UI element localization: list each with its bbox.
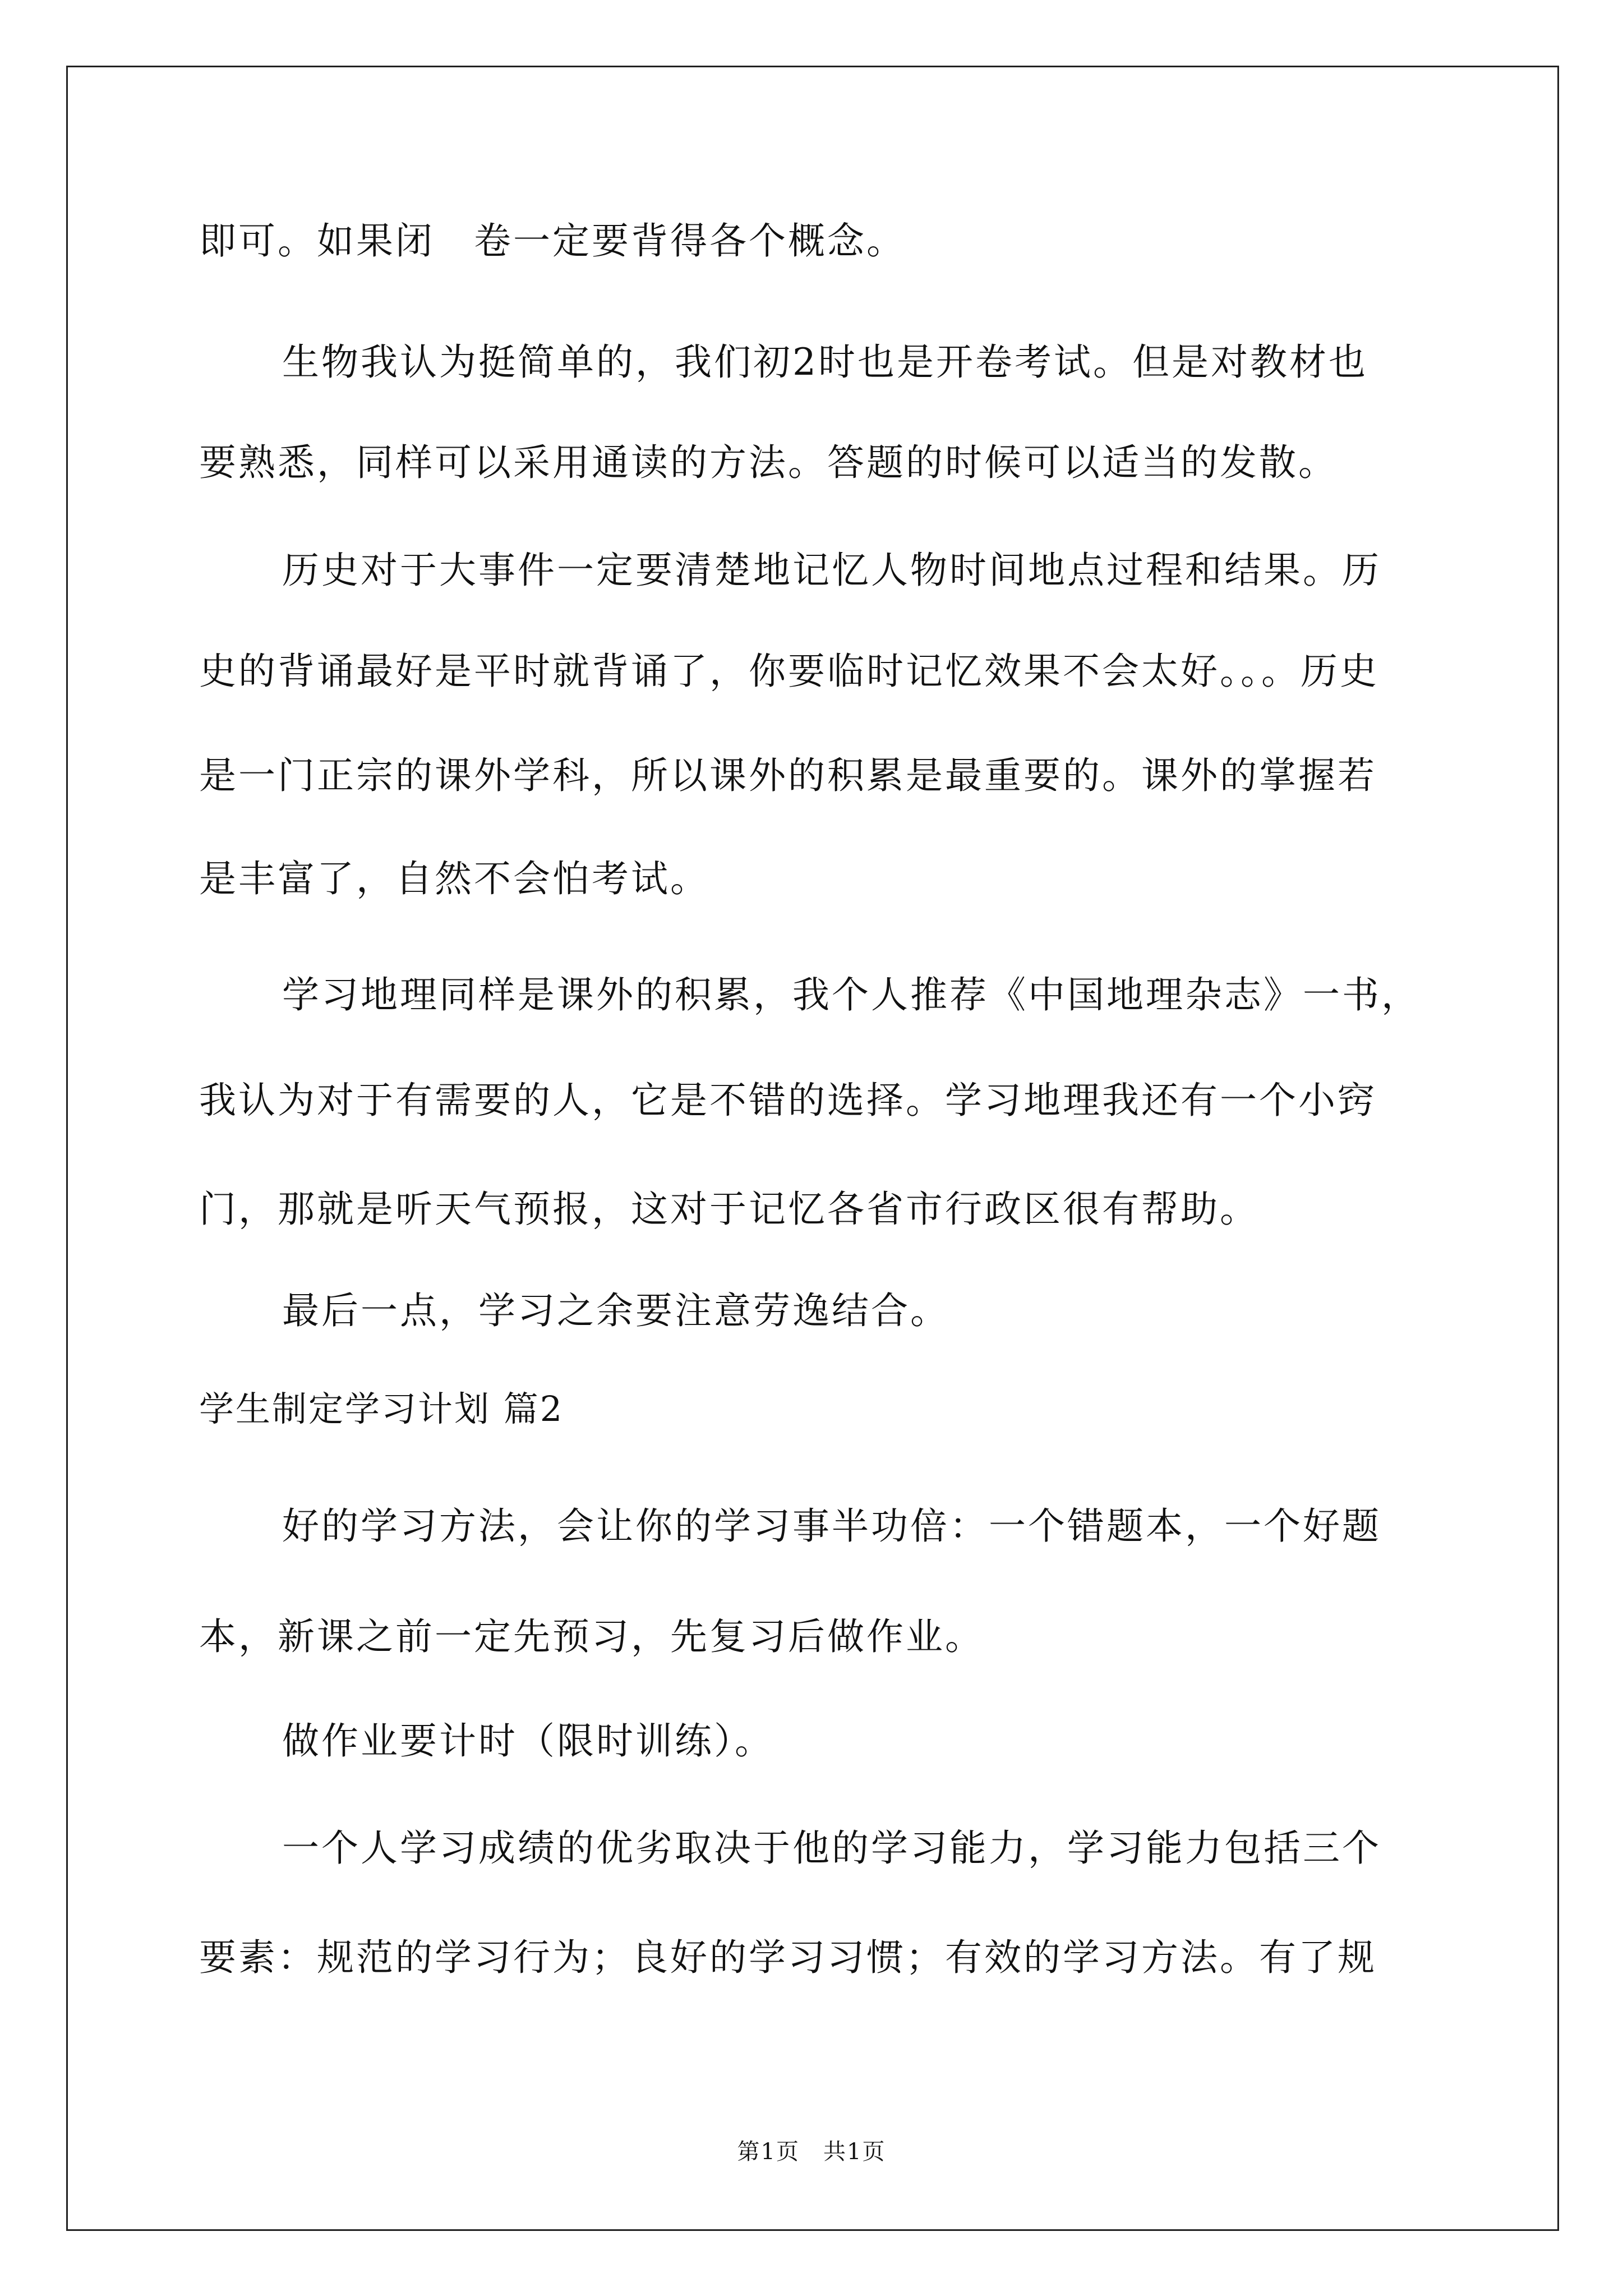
paragraph-line: 即可。如果闭 卷一定要背得各个概念。 (199, 219, 906, 263)
paragraph-line: 门，那就是听天气预报，这对于记忆各省市行政区很有帮助。 (199, 1188, 1259, 1231)
paragraph-line: 好的学习方法，会让你的学习事半功倍：一个错题本，一个好题 (282, 1504, 1381, 1548)
paragraph-line: 最后一点，学习之余要注意劳逸结合。 (282, 1289, 949, 1332)
page-border (66, 66, 1559, 2231)
paragraph-line: 史的背诵最好是平时就背诵了，你要临时记忆效果不会太好。。。历史 (199, 650, 1379, 693)
paragraph-line: 我认为对于有需要的人，它是不错的选择。学习地理我还有一个小窍 (199, 1079, 1377, 1122)
paragraph-line: 本，新课之前一定先预习，先复习后做作业。 (199, 1615, 984, 1658)
paragraph-line: 做作业要计时（限时训练）。 (282, 1719, 774, 1763)
paragraph-line: 一个人学习成绩的优劣取决于他的学习能力，学习能力包括三个 (282, 1826, 1381, 1870)
section-heading: 学生制定学习计划 篇2 (199, 1388, 564, 1429)
paragraph-line: 是丰富了，自然不会怕考试。 (199, 857, 709, 900)
paragraph-line: 要熟悉，同样可以采用通读的方法。答题的时候可以适当的发散。 (199, 441, 1338, 484)
paragraph-line: 要素：规范的学习行为；良好的学习习惯；有效的学习方法。有了规 (199, 1936, 1377, 1979)
paragraph-line: 是一门正宗的课外学科，所以课外的积累是最重要的。课外的掌握若 (199, 754, 1377, 797)
page-footer: 第1页 共1页 (737, 2139, 886, 2165)
paragraph-line: 学习地理同样是课外的积累，我个人推荐《中国地理杂志》一书， (282, 973, 1421, 1016)
paragraph-line: 历史对于大事件一定要清楚地记忆人物时间地点过程和结果。历 (282, 549, 1381, 592)
paragraph-line: 生物我认为挺简单的，我们初2时也是开卷考试。但是对教材也 (282, 341, 1368, 384)
